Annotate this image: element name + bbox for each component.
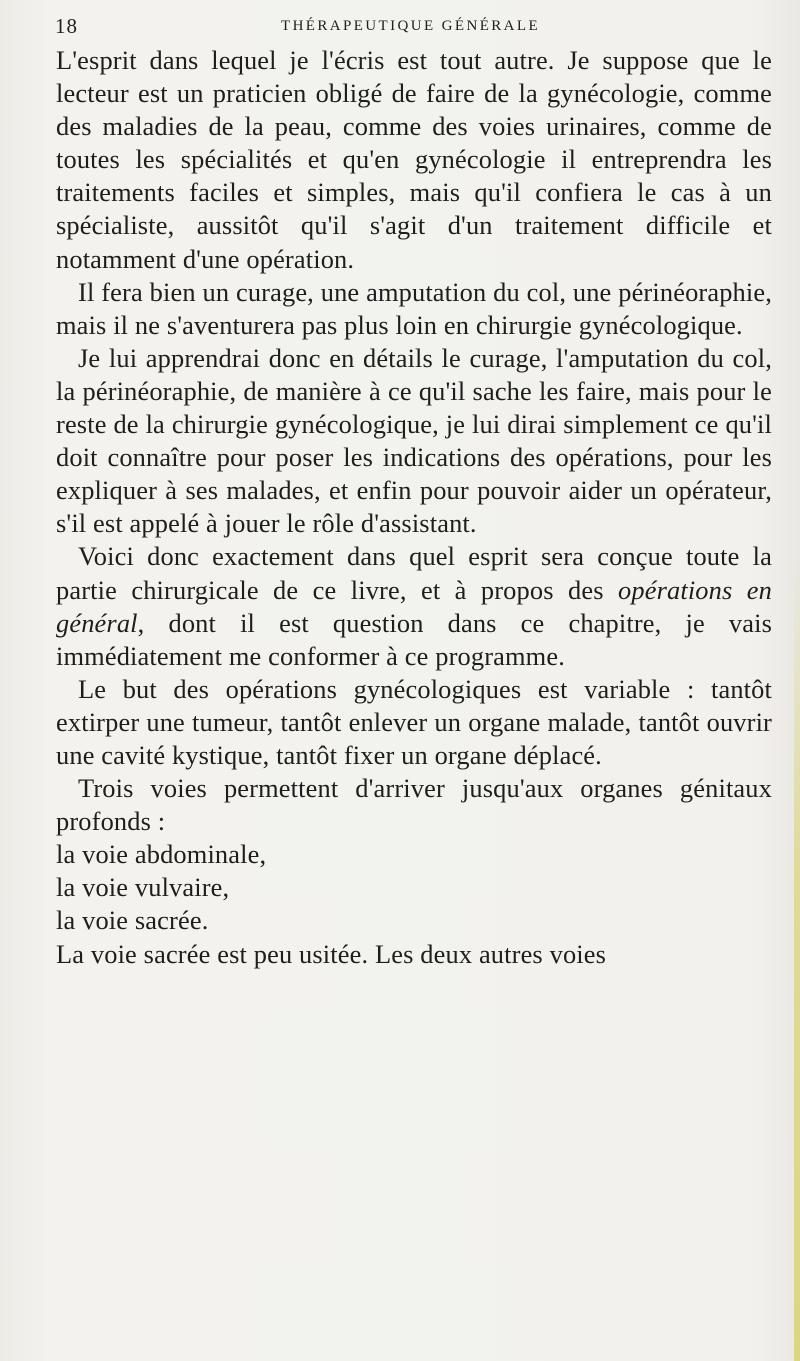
page-header (55, 10, 775, 42)
list-item: la voie abdominale, (56, 839, 267, 870)
list-item: la voie sacrée. (56, 905, 209, 936)
running-title: THÉRAPEUTIQUE GÉNÉRALE (281, 18, 541, 34)
page-number: 18 (55, 14, 78, 38)
paragraph-1: L'esprit dans lequel je l'écris est tout autre. Je suppose que le lecteur est un praticien obligé de faire de la gynécologie, comme des maladies de la peau, comme des voies urinaires, comme de toutes les spécialités et qu'en gynécologie il entreprendra les traitements faciles et simples, mais qu'il confiera le cas à un spécialiste, aussitôt qu'il s'agit d'un traitement difficile et notamment d'une opération. (56, 45, 772, 274)
page-edge-shadow (794, 560, 800, 1361)
paragraph-4-text-end: , dont il est question dans ce chapitre, je vais immédiatement me conformer à ce programme. (56, 607, 772, 671)
paragraph-2: Il fera bien un curage, une amputation du col, une périnéoraphie, mais il ne s'aventurera pas plus loin en chirurgie gynécologique. (56, 276, 772, 340)
body-text (56, 44, 772, 971)
paragraph-4-text-start: Voici donc exactement dans quel esprit sera conçue toute la partie chirurgicale de ce livre, et à propos des (56, 541, 772, 605)
paragraph-5: Le but des opérations gynécologiques est variable : tantôt extirper une tumeur, tantôt enlever un organe malade, tantôt ouvrir une cavité kystique, tantôt fixer un organe déplacé. (56, 673, 772, 770)
list-item: la voie vulvaire, (56, 872, 230, 903)
paragraph-3: Je lui apprendrai donc en détails le curage, l'amputation du col, la périnéoraphie, de manière à ce qu'il sache les faire, mais pour le reste de la chirurgie gynécologique, je lui dirai simplement ce qu'il doit connaître pour poser les indications des opérations, pour les expliquer à ses malades, et enfin pour pouvoir aider un opérateur, s'il est appelé à jouer le rôle d'assistant. (56, 342, 772, 539)
paragraph-7: La voie sacrée est peu usitée. Les deux autres voies (56, 938, 607, 969)
paragraph-6: Trois voies permettent d'arriver jusqu'aux organes génitaux profonds : (56, 773, 772, 837)
paragraph-4-italic: opérations en général (56, 574, 772, 638)
paragraph-4 (56, 540, 772, 672)
routes-list (56, 838, 772, 937)
